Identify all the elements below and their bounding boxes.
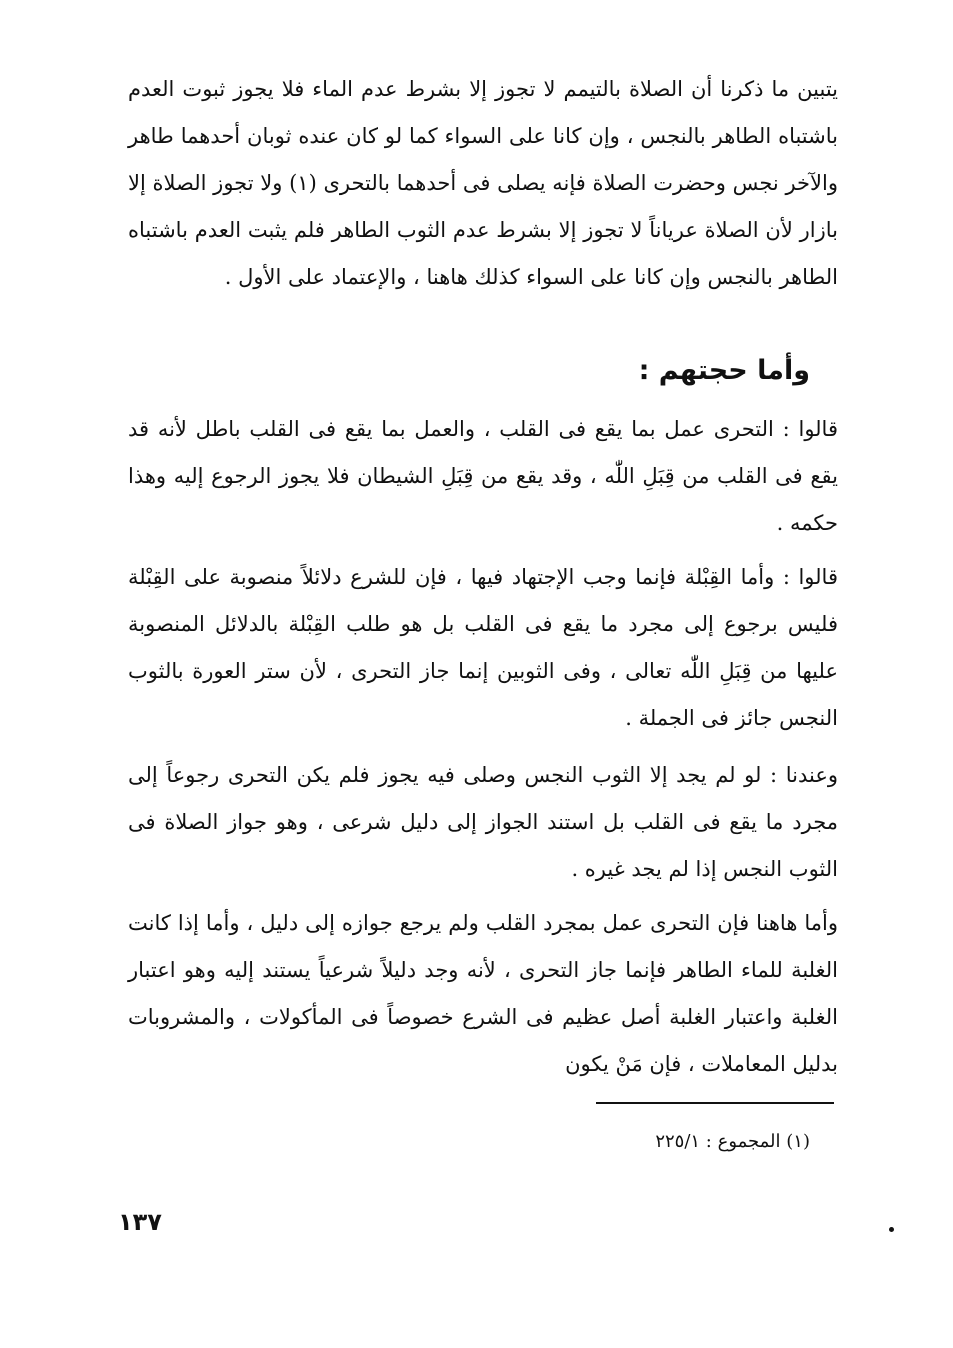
paragraph-response-1: وعندنا : لو لم يجد إلا الثوب النجس وصلى فيه يجوز فلم يكن التحرى رجوعاً إلى مجرد ما يقع فى القلب بل استند الجواز إلى دليل شرعى ، وهو جواز الصلاة فى الثوب النجس إذا لم يجد غيره . <box>128 763 838 881</box>
footnote: (١) المجموع : ٢٢٥/١ <box>655 1131 810 1152</box>
paragraph-intro: يتبين ما ذكرنا أن الصلاة بالتيمم لا تجوز إلا بشرط عدم الماء فلا يجوز ثبوت العدم باشتباه الطاهر بالنجس ، وإن كانا على السواء كما لو كان عنده ثوبان أحدهما طاهر والآخر نجس وحضرت الصلاة فإنه يصلى فى أحدهما بالتحرى (١) ولا تجوز الصلاة إلا بازار لأن الصلاة عرياناً لا تجوز إلا بشرط عدم الثوب الطاهر فلم يثبت العدم باشتباه الطاهر بالنجس وإن كانا على السواء كذلك هاهنا ، والإعتماد على الأول . <box>128 77 838 289</box>
footnote-divider <box>596 1102 834 1104</box>
page-number: ١٣٧ <box>118 1208 162 1236</box>
paragraph-response-2: وأما هاهنا فإن التحرى عمل بمجرد القلب ولم يرجع جوازه إلى دليل ، وأما إذا كانت الغلبة للماء الطاهر فإنما جاز التحرى ، لأنه وجد دليلاً شرعياً يستند إليه وهو اعتبار الغلبة واعتبار الغلبة أصل عظيم فى الشرع خصوصاً فى المأكولات ، والمشروبات بدليل المعاملات ، فإن مَنْ يكون <box>128 911 838 1076</box>
margin-dot <box>889 1227 894 1232</box>
section-heading: وأما حجتهم : <box>638 355 810 386</box>
paragraph-argument-2: قالوا : وأما القِبْلة فإنما وجب الإجتهاد فيها ، فإن للشرع دلائلاً منصوبة على القِبْلة فليس برجوع إلى مجرد ما يقع فى القلب بل هو طلب القِبْلة بالدلائل المنصوبة عليها من قِبَلِ اللّٰه تعالى ، وفى الثوبين إنما جاز التحرى ، لأن ستر العورة بالثوب النجس جائز فى الجملة . <box>128 565 838 730</box>
paragraph-argument-1: قالوا : التحرى عمل بما يقع فى القلب ، والعمل بما يقع فى القلب باطل لأنه قد يقع فى القلب من قِبَلِ اللّٰه ، وقد يقع من قِبَلِ الشيطان فلا يجوز الرجوع إليه وهذا حكمه . <box>128 417 838 535</box>
